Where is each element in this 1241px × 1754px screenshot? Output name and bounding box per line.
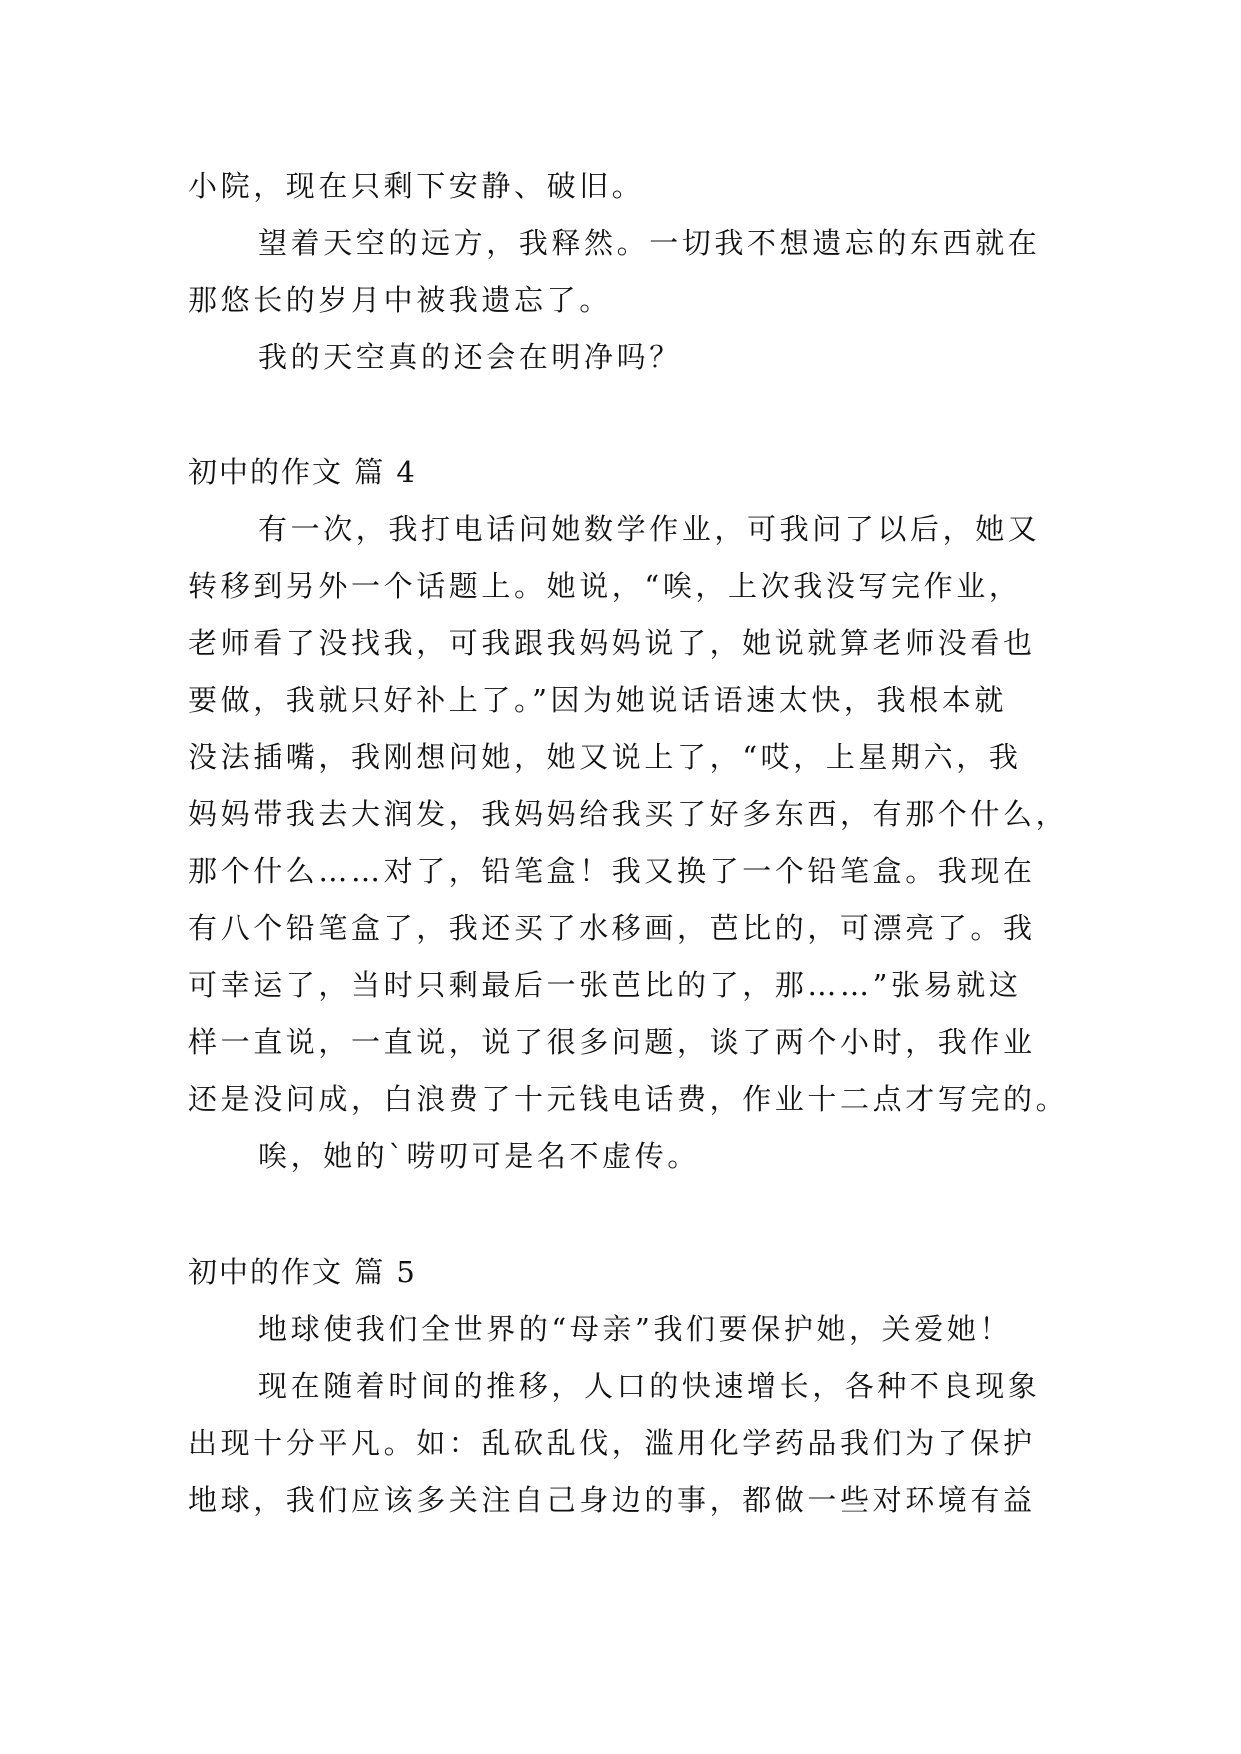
paragraph-line: 有八个铅笔盒了，我还买了水移画，芭比的，可漂亮了。我 bbox=[188, 911, 1036, 945]
paragraph-line: 妈妈带我去大润发，我妈妈给我买了好多东西，有那个什么， bbox=[188, 797, 1069, 831]
paragraph-line: 有一次，我打电话问她数学作业，可我问了以后，她又 bbox=[258, 512, 1041, 546]
paragraph-line: 要做，我就只好补上了。”因为她说话语速太快，我根本就 bbox=[188, 683, 1007, 717]
paragraph-line: 现在随着时间的推移，人口的快速增长，各种不良现象 bbox=[258, 1369, 1041, 1403]
section-heading: 初中的作文 篇 4 bbox=[188, 455, 417, 489]
paragraph-line: 地球，我们应该多关注自己身边的事，都做一些对环境有益 bbox=[188, 1483, 1036, 1517]
paragraph-line: 转移到另外一个话题上。她说，“唉，上次我没写完作业， bbox=[188, 569, 1022, 603]
paragraph-line: 还是没问成，白浪费了十元钱电话费，作业十二点才写完的。 bbox=[188, 1082, 1069, 1116]
section-heading: 初中的作文 篇 5 bbox=[188, 1255, 417, 1289]
paragraph-line: 那个什么……对了，铅笔盒！我又换了一个铅笔盒。我现在 bbox=[188, 854, 1036, 888]
paragraph-line: 望着天空的远方，我释然。一切我不想遗忘的东西就在 bbox=[258, 226, 1041, 260]
paragraph-line: 唉，她的`唠叨可是名不虚传。 bbox=[258, 1139, 700, 1173]
paragraph-line: 可幸运了，当时只剩最后一张芭比的了，那……”张易就这 bbox=[188, 968, 1022, 1002]
paragraph-line: 老师看了没找我，可我跟我妈妈说了，她说就算老师没看也 bbox=[188, 626, 1036, 660]
paragraph-line: 没法插嘴，我刚想问她，她又说上了，“哎，上星期六，我 bbox=[188, 740, 1022, 774]
paragraph-line: 我的天空真的还会在明净吗？ bbox=[258, 340, 682, 374]
paragraph-line: 地球使我们全世界的“母亲”我们要保护她，关爱她！ bbox=[258, 1312, 1013, 1346]
paragraph-line: 小院，现在只剩下安静、破旧。 bbox=[188, 169, 645, 203]
paragraph-line: 出现十分平凡。如：乱砍乱伐，滥用化学药品我们为了保护 bbox=[188, 1426, 1036, 1460]
paragraph-line: 样一直说，一直说，说了很多问题，谈了两个小时，我作业 bbox=[188, 1025, 1036, 1059]
paragraph-line: 那悠长的岁月中被我遗忘了。 bbox=[188, 283, 612, 317]
